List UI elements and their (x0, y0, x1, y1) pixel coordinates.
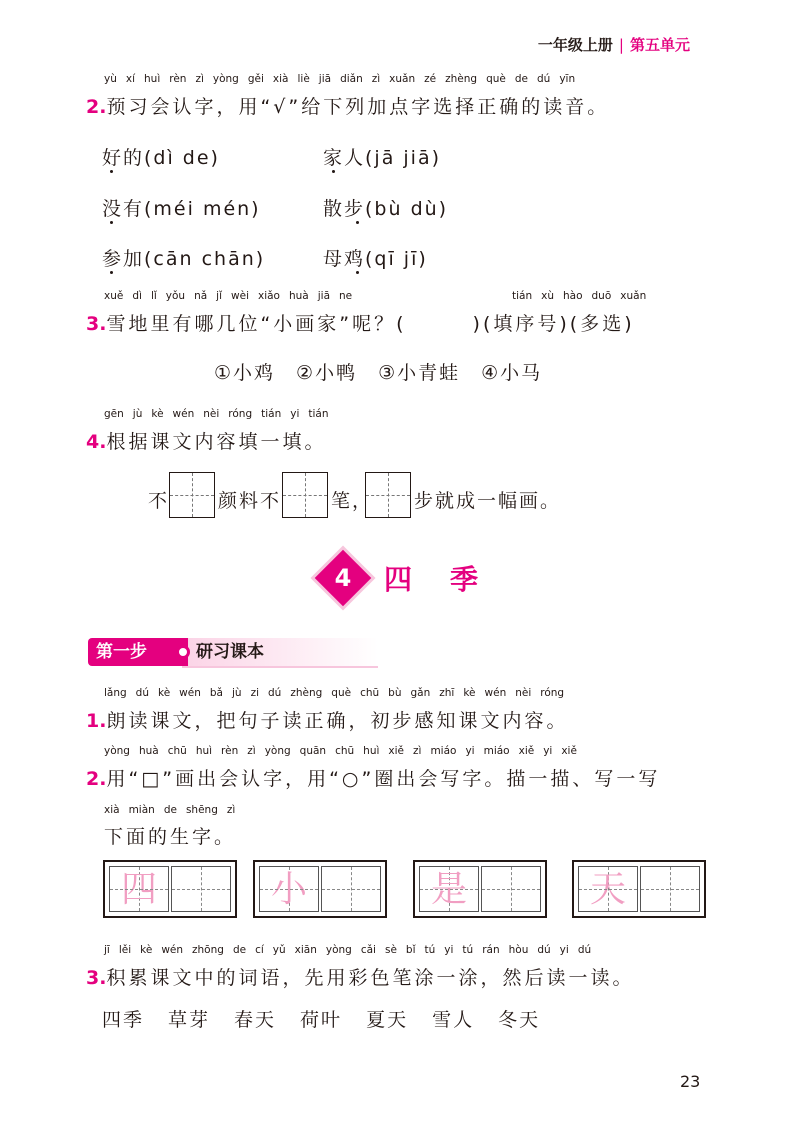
pinyin-syllable: kè (158, 687, 171, 699)
pinyin-syllable: sè (384, 944, 397, 956)
pinyin-syllable: xiě (518, 745, 535, 757)
emphasis-dot (356, 221, 359, 224)
header-separator: | (618, 36, 624, 54)
page-number: 23 (680, 1072, 701, 1091)
s3-pinyin (104, 944, 600, 956)
pinyin-syllable: ne (339, 290, 353, 302)
pinyin-syllable: diǎn (340, 73, 363, 85)
pinyin-syllable: yi (465, 745, 475, 757)
pinyin-syllable: chū (360, 687, 380, 699)
option-word: 好的 (102, 147, 145, 169)
pinyin-syllable: jù (231, 687, 242, 699)
q3-text: 雪地里有哪几位“小画家”呢？( )(填序号)(多选) (106, 313, 635, 335)
pinyin-syllable: rèn (169, 73, 187, 85)
writing-box (413, 860, 547, 918)
option-item (102, 194, 261, 221)
pinyin-syllable: zì (413, 745, 422, 757)
s3-number: 3. (86, 967, 107, 989)
pinyin-syllable: chū (167, 745, 187, 757)
pinyin-syllable: xuě (104, 290, 124, 302)
option-word: 母鸡 (323, 248, 366, 270)
pinyin-syllable: dú (536, 73, 551, 85)
q3-question (86, 309, 635, 336)
s1-number: 1. (86, 710, 107, 732)
pinyin-syllable: xuǎn (389, 73, 416, 85)
answer-grid-box[interactable] (365, 472, 411, 518)
option-item (102, 143, 220, 170)
pinyin-syllable: miáo (430, 745, 457, 757)
q2-pinyin (104, 73, 584, 85)
word-item[interactable]: 四季 (102, 1009, 145, 1031)
lesson-number-badge (318, 553, 368, 603)
pinyin-syllable: dú (577, 944, 592, 956)
pinyin-syllable: wén (179, 687, 201, 699)
word-list (102, 1005, 564, 1032)
pinyin-syllable: yòng (104, 745, 130, 757)
unit-label: 第五单元 (629, 36, 690, 54)
pinyin-syllable: gēn (104, 408, 124, 420)
trace-char: 小 (270, 869, 307, 910)
option-pinyin[interactable]: (bù dù) (365, 198, 449, 220)
option-item (323, 143, 441, 170)
option-pinyin[interactable]: (qī jī) (365, 248, 428, 270)
pinyin-syllable: tián (261, 408, 282, 420)
pinyin-syllable: zhōng (192, 944, 224, 956)
pinyin-syllable: yòng (212, 73, 239, 85)
pinyin-syllable: lǎng (104, 687, 127, 699)
option-item (323, 194, 448, 221)
option-item (323, 244, 428, 271)
pinyin-syllable: rán (482, 944, 500, 956)
pinyin-syllable: zì (226, 804, 236, 816)
pinyin-syllable: xià (104, 804, 120, 816)
pinyin-syllable: jiā (318, 73, 332, 85)
s2-pinyin (104, 745, 586, 757)
option-item (102, 244, 265, 271)
q3-choices: ①小鸡 ②小鸭 ③小青蛙 ④小马 (214, 362, 543, 384)
pinyin-syllable: kè (463, 687, 476, 699)
writing-box (572, 860, 706, 918)
emphasis-dot (356, 271, 359, 274)
pinyin-syllable: huì (363, 745, 380, 757)
word-item[interactable]: 草芽 (168, 1009, 211, 1031)
s2-number: 2. (86, 768, 107, 790)
trace-char: 是 (430, 869, 467, 910)
pinyin-syllable: gěi (247, 73, 264, 85)
emphasis-dot (110, 271, 113, 274)
pinyin-syllable: cí (255, 944, 264, 956)
lesson-number: 4 (334, 564, 352, 592)
pinyin-syllable: què (331, 687, 352, 699)
answer-grid-box[interactable] (169, 472, 215, 518)
word-item[interactable]: 雪人 (432, 1009, 475, 1031)
pinyin-syllable: nèi (515, 687, 532, 699)
pinyin-syllable: zì (195, 73, 204, 85)
write-cell[interactable] (171, 866, 231, 912)
pinyin-syllable: zi (250, 687, 259, 699)
pinyin-syllable: lěi (118, 944, 132, 956)
pinyin-syllable: tián (308, 408, 329, 420)
fill-text-2: 颜料不 (218, 490, 282, 512)
pinyin-syllable: róng (228, 408, 253, 420)
pinyin-syllable: dú (268, 687, 282, 699)
s1-pinyin (104, 687, 573, 699)
pinyin-syllable: liè (297, 73, 310, 85)
s2-question (86, 764, 660, 791)
pinyin-syllable: wén (172, 408, 195, 420)
pinyin-syllable: yi (290, 408, 300, 420)
pinyin-syllable: de (163, 804, 177, 816)
pinyin-syllable: xià (272, 73, 289, 85)
pinyin-syllable: róng (540, 687, 565, 699)
option-word: 散步 (323, 198, 366, 220)
pinyin-syllable: tú (424, 944, 436, 956)
q4-pinyin (104, 408, 338, 420)
q2-question (86, 92, 609, 119)
pinyin-syllable: quān (299, 745, 327, 757)
pinyin-syllable: xiě (388, 745, 404, 757)
pinyin-syllable: tián (512, 290, 533, 302)
word-item[interactable]: 荷叶 (300, 1009, 343, 1031)
pinyin-syllable: hòu (508, 944, 529, 956)
option-word: 家人 (323, 147, 366, 169)
pinyin-syllable: miáo (483, 745, 510, 757)
q3-pinyin (104, 290, 361, 302)
pinyin-syllable: xiě (561, 745, 577, 757)
page-header (538, 34, 690, 55)
trace-char: 四 (120, 869, 157, 910)
q3-number: 3. (86, 313, 107, 335)
fill-text-1: 不 (148, 490, 170, 512)
fill-text-4: 步就成一幅画。 (414, 490, 562, 512)
pinyin-syllable: tú (462, 944, 474, 956)
option-pinyin[interactable]: (dì de) (144, 147, 220, 169)
q4-number: 4. (86, 431, 107, 453)
step-tag: 第一步 (88, 638, 188, 666)
q2-number: 2. (86, 96, 107, 118)
pinyin-syllable: què (486, 73, 506, 85)
trace-cell[interactable] (419, 866, 479, 912)
s1-text: 朗读课文，把句子读正确，初步感知课文内容。 (106, 710, 569, 732)
pinyin-syllable: yù (104, 73, 117, 85)
pinyin-syllable: xí (125, 73, 136, 85)
s2-text-line2: 下面的生字。 (104, 826, 237, 848)
pinyin-syllable: xiǎo (257, 290, 280, 302)
pinyin-syllable: wén (161, 944, 184, 956)
grade-label: 一年级上册 (537, 36, 613, 54)
pinyin-syllable: gǎn (410, 687, 431, 699)
q4-question (86, 427, 326, 454)
write-cell[interactable] (321, 866, 381, 912)
trace-cell[interactable] (109, 866, 169, 912)
pinyin-syllable: xiān (294, 944, 317, 956)
pinyin-syllable: shēng (185, 804, 218, 816)
pinyin-syllable: bǐ (405, 944, 416, 956)
trace-char: 天 (589, 869, 626, 910)
pinyin-syllable: yi (559, 944, 569, 956)
pinyin-syllable: bǎ (209, 687, 223, 699)
emphasis-dot (110, 221, 113, 224)
option-pinyin[interactable]: (méi mén) (144, 198, 261, 220)
pinyin-syllable: kè (151, 408, 164, 420)
pinyin-syllable: zé (424, 73, 437, 85)
pinyin-syllable: jǐ (216, 290, 223, 302)
option-pinyin[interactable]: (jā jiā) (365, 147, 442, 169)
pinyin-syllable: rèn (221, 745, 239, 757)
writing-box (253, 860, 387, 918)
pinyin-syllable: dú (537, 944, 551, 956)
pinyin-syllable: yǒu (165, 290, 186, 302)
emphasis-dot (110, 170, 113, 173)
pinyin-syllable: yòng (264, 745, 291, 757)
pinyin-syllable: zhèng (290, 687, 323, 699)
write-cell[interactable] (640, 866, 700, 912)
s1-question (86, 706, 568, 733)
option-word: 没有 (102, 198, 145, 220)
pinyin-syllable: kè (140, 944, 153, 956)
pinyin-syllable: de (232, 944, 247, 956)
s2-text: 用“□”画出会认字，用“○”圈出会写字。描一描、写一写 (106, 768, 661, 790)
pinyin-syllable: yòng (325, 944, 352, 956)
pinyin-syllable: zì (371, 73, 381, 85)
pinyin-syllable: jī (104, 944, 110, 956)
pinyin-syllable: zhī (439, 687, 455, 699)
pinyin-syllable: jiā (317, 290, 331, 302)
pinyin-syllable: dì (132, 290, 142, 302)
trace-cell[interactable] (259, 866, 319, 912)
pinyin-syllable: zhèng (445, 73, 478, 85)
pinyin-syllable: huà (288, 290, 309, 302)
answer-grid-box[interactable] (282, 472, 328, 518)
write-cell[interactable] (481, 866, 541, 912)
pinyin-syllable: chū (335, 745, 355, 757)
trace-cell[interactable] (578, 866, 638, 912)
word-item[interactable]: 春天 (234, 1009, 277, 1031)
pinyin-syllable: duō (591, 290, 612, 302)
pinyin-syllable: lǐ (150, 290, 157, 302)
pinyin-syllable: yi (543, 745, 553, 757)
s2-pinyin-line2 (104, 804, 244, 816)
pinyin-syllable: yīn (559, 73, 576, 85)
fill-text-3: 笔， (331, 490, 374, 512)
pinyin-syllable: bù (388, 687, 402, 699)
pinyin-syllable: zì (247, 745, 256, 757)
pinyin-syllable: de (514, 73, 528, 85)
pinyin-syllable: dú (135, 687, 149, 699)
pinyin-syllable: hào (563, 290, 583, 302)
step-title: 研习课本 (196, 642, 264, 662)
circle-icon (176, 645, 190, 659)
pinyin-syllable: xù (541, 290, 554, 302)
writing-box (103, 860, 237, 918)
pinyin-syllable: huì (144, 73, 161, 85)
pinyin-syllable: xuǎn (620, 290, 647, 302)
pinyin-syllable: cǎi (360, 944, 376, 956)
pinyin-syllable: nèi (203, 408, 220, 420)
q3-pinyin-right (512, 290, 655, 302)
s3-text: 积累课文中的词语，先用彩色笔涂一涂，然后读一读。 (106, 967, 635, 989)
pinyin-syllable: miàn (128, 804, 155, 816)
lesson-title: 四季 (384, 563, 517, 596)
emphasis-dot (332, 170, 335, 173)
option-word: 参加 (102, 248, 145, 270)
pinyin-syllable: huì (195, 745, 213, 757)
option-pinyin[interactable]: (cān chān) (144, 248, 266, 270)
pinyin-syllable: jù (132, 408, 143, 420)
pinyin-syllable: wén (484, 687, 507, 699)
pinyin-syllable: yi (444, 944, 454, 956)
pinyin-syllable: yǔ (272, 944, 286, 956)
q2-text: 预习会认字，用“√”给下列加点字选择正确的读音。 (106, 96, 610, 118)
pinyin-syllable: wèi (231, 290, 249, 302)
q4-text: 根据课文内容填一填。 (106, 431, 327, 453)
s3-question (86, 963, 634, 990)
word-item[interactable]: 冬天 (498, 1009, 541, 1031)
word-item[interactable]: 夏天 (366, 1009, 409, 1031)
pinyin-syllable: huà (138, 745, 159, 757)
pinyin-syllable: nǎ (194, 290, 208, 302)
